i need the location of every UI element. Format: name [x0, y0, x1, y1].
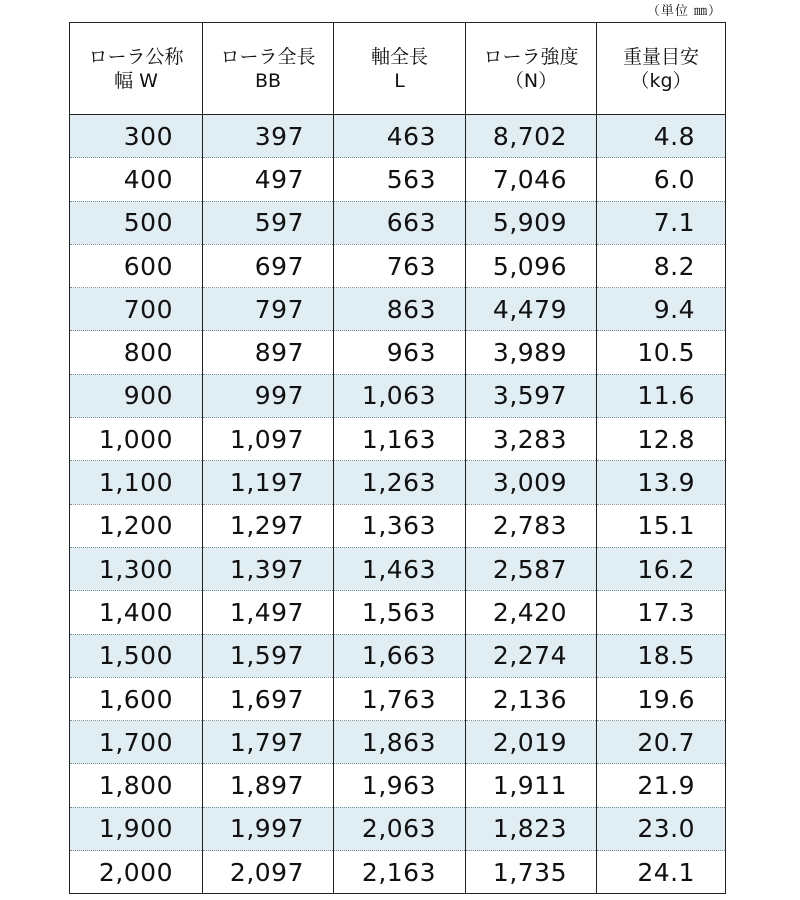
- cell-width: 1,000: [70, 418, 203, 461]
- cell-shaft-length: 463: [334, 115, 466, 158]
- table-row: [70, 677, 726, 720]
- table-row: [70, 721, 726, 764]
- cell-roller-length: 1,797: [203, 721, 334, 764]
- cell-width: 2,000: [70, 851, 203, 894]
- cell-weight: 18.5: [597, 634, 726, 677]
- cell-strength: 5,909: [466, 201, 597, 244]
- cell-shaft-length: 1,063: [334, 374, 466, 417]
- cell-shaft-length: 2,063: [334, 807, 466, 850]
- cell-strength: 2,587: [466, 547, 597, 590]
- cell-width: 400: [70, 158, 203, 201]
- cell-roller-length: 1,697: [203, 677, 334, 720]
- table-body: [70, 115, 726, 894]
- header-line: L: [394, 69, 405, 92]
- table-row: [70, 851, 726, 894]
- cell-weight: 24.1: [597, 851, 726, 894]
- cell-shaft-length: 1,163: [334, 418, 466, 461]
- table-row: [70, 158, 726, 201]
- cell-shaft-length: 863: [334, 288, 466, 331]
- table-row: [70, 201, 726, 244]
- cell-width: 1,300: [70, 547, 203, 590]
- cell-roller-length: 1,297: [203, 504, 334, 547]
- cell-weight: 9.4: [597, 288, 726, 331]
- table-row: [70, 591, 726, 634]
- table-row: [70, 418, 726, 461]
- cell-weight: 21.9: [597, 764, 726, 807]
- cell-roller-length: 2,097: [203, 851, 334, 894]
- cell-strength: 2,274: [466, 634, 597, 677]
- cell-shaft-length: 1,863: [334, 721, 466, 764]
- cell-shaft-length: 663: [334, 201, 466, 244]
- cell-width: 1,800: [70, 764, 203, 807]
- cell-strength: 1,735: [466, 851, 597, 894]
- cell-shaft-length: 563: [334, 158, 466, 201]
- table-row: [70, 504, 726, 547]
- table-row: [70, 244, 726, 287]
- cell-strength: 8,702: [466, 115, 597, 158]
- header-roller-length: [203, 23, 334, 115]
- cell-shaft-length: 763: [334, 244, 466, 287]
- cell-weight: 4.8: [597, 115, 726, 158]
- table-row: [70, 461, 726, 504]
- cell-weight: 16.2: [597, 547, 726, 590]
- cell-strength: 5,096: [466, 244, 597, 287]
- cell-weight: 8.2: [597, 244, 726, 287]
- header-roller-strength: [466, 23, 597, 115]
- cell-shaft-length: 1,463: [334, 547, 466, 590]
- cell-width: 1,100: [70, 461, 203, 504]
- cell-strength: 2,136: [466, 677, 597, 720]
- cell-width: 1,500: [70, 634, 203, 677]
- cell-roller-length: 1,397: [203, 547, 334, 590]
- cell-weight: 23.0: [597, 807, 726, 850]
- cell-weight: 13.9: [597, 461, 726, 504]
- cell-weight: 15.1: [597, 504, 726, 547]
- cell-shaft-length: 1,363: [334, 504, 466, 547]
- cell-strength: 2,019: [466, 721, 597, 764]
- header-line: ローラ公称: [88, 45, 184, 68]
- cell-roller-length: 797: [203, 288, 334, 331]
- table-row: [70, 115, 726, 158]
- cell-width: 700: [70, 288, 203, 331]
- cell-shaft-length: 2,163: [334, 851, 466, 894]
- cell-roller-length: 1,597: [203, 634, 334, 677]
- header-line: 軸全長: [370, 45, 428, 68]
- cell-strength: 3,597: [466, 374, 597, 417]
- table-row: [70, 764, 726, 807]
- cell-strength: 3,989: [466, 331, 597, 374]
- header-roller-width: [70, 23, 203, 115]
- cell-strength: 3,009: [466, 461, 597, 504]
- cell-weight: 12.8: [597, 418, 726, 461]
- header-line: （kg）: [630, 69, 692, 92]
- cell-strength: 7,046: [466, 158, 597, 201]
- cell-width: 500: [70, 201, 203, 244]
- cell-width: 1,700: [70, 721, 203, 764]
- cell-roller-length: 1,997: [203, 807, 334, 850]
- cell-roller-length: 1,097: [203, 418, 334, 461]
- cell-weight: 7.1: [597, 201, 726, 244]
- cell-shaft-length: 1,263: [334, 461, 466, 504]
- cell-width: 600: [70, 244, 203, 287]
- table-row: [70, 331, 726, 374]
- cell-shaft-length: 1,963: [334, 764, 466, 807]
- cell-roller-length: 697: [203, 244, 334, 287]
- unit-note: （単位 ㎜）: [646, 4, 722, 19]
- cell-width: 1,600: [70, 677, 203, 720]
- cell-strength: 2,420: [466, 591, 597, 634]
- cell-width: 300: [70, 115, 203, 158]
- table-row: [70, 288, 726, 331]
- table-row: [70, 547, 726, 590]
- cell-roller-length: 1,497: [203, 591, 334, 634]
- header-weight: [597, 23, 726, 115]
- header-line: 幅 W: [114, 69, 158, 92]
- cell-shaft-length: 1,663: [334, 634, 466, 677]
- cell-roller-length: 1,197: [203, 461, 334, 504]
- header-line: BB: [254, 69, 282, 92]
- cell-roller-length: 1,897: [203, 764, 334, 807]
- cell-shaft-length: 1,563: [334, 591, 466, 634]
- cell-roller-length: 497: [203, 158, 334, 201]
- cell-strength: 1,823: [466, 807, 597, 850]
- cell-strength: 3,283: [466, 418, 597, 461]
- cell-weight: 11.6: [597, 374, 726, 417]
- cell-weight: 20.7: [597, 721, 726, 764]
- cell-roller-length: 997: [203, 374, 334, 417]
- cell-width: 900: [70, 374, 203, 417]
- roller-spec-table: [69, 22, 726, 894]
- header-line: （N）: [504, 69, 558, 92]
- cell-roller-length: 897: [203, 331, 334, 374]
- cell-weight: 17.3: [597, 591, 726, 634]
- cell-width: 1,400: [70, 591, 203, 634]
- header-line: ローラ強度: [483, 45, 579, 68]
- table-header-row: [70, 23, 726, 115]
- cell-weight: 6.0: [597, 158, 726, 201]
- table-row: [70, 634, 726, 677]
- cell-width: 1,200: [70, 504, 203, 547]
- cell-width: 1,900: [70, 807, 203, 850]
- cell-shaft-length: 1,763: [334, 677, 466, 720]
- cell-roller-length: 597: [203, 201, 334, 244]
- cell-width: 800: [70, 331, 203, 374]
- header-line: ローラ全長: [220, 45, 316, 68]
- cell-weight: 10.5: [597, 331, 726, 374]
- cell-weight: 19.6: [597, 677, 726, 720]
- table-row: [70, 807, 726, 850]
- cell-shaft-length: 963: [334, 331, 466, 374]
- cell-roller-length: 397: [203, 115, 334, 158]
- table-row: [70, 374, 726, 417]
- cell-strength: 2,783: [466, 504, 597, 547]
- cell-strength: 4,479: [466, 288, 597, 331]
- cell-strength: 1,911: [466, 764, 597, 807]
- header-shaft-length: [334, 23, 466, 115]
- header-line: 重量目安: [622, 45, 699, 68]
